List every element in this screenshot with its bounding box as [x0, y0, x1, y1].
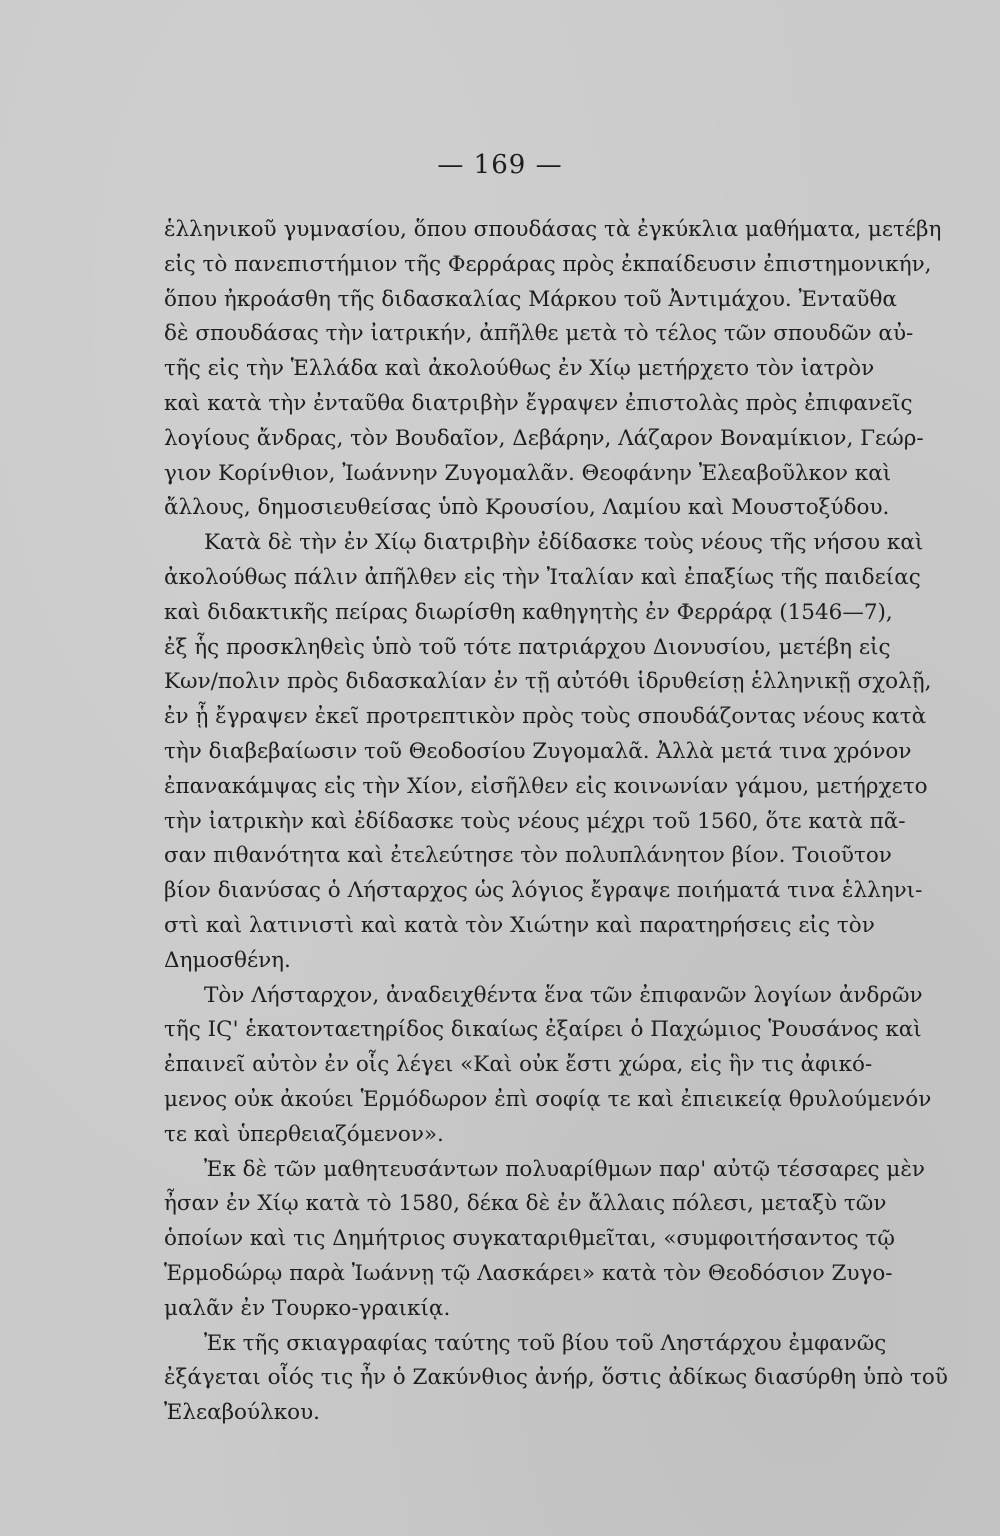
text-line: Ἑρμοδώρῳ παρὰ Ἰωάννῃ τῷ Λασκάρει» κατὰ τὸν Θεοδόσιον Ζυγο- — [164, 1260, 893, 1286]
text-line: τε καὶ ὑπερθειαζόμενον». — [164, 1121, 444, 1147]
text-line: μαλᾶν ἐν Τουρκο-γραικίᾳ. — [164, 1295, 451, 1321]
text-line: Κων/πολιν πρὸς διδασκαλίαν ἐν τῇ αὐτόθι ἱδρυθείσῃ ἑλληνικῇ σχολῇ, — [164, 669, 932, 695]
text-line: Δημοσθένη. — [164, 947, 291, 973]
text-line: Ἐκ δὲ τῶν μαθητευσάντων πολυαρίθμων παρ' αὐτῷ τέσσαρες μὲν — [204, 1156, 926, 1182]
text-line: βίον διανύσας ὁ Λήσταρχος ὡς λόγιος ἔγραψε ποιήματά τινα ἑλληνι- — [164, 878, 923, 904]
text-line: τὴν διαβεβαίωσιν τοῦ Θεοδοσίου Ζυγομαλᾶ. Ἀλλὰ μετά τινα χρόνον — [164, 738, 912, 764]
text-line: ἐν ᾗ ἔγραψεν ἐκεῖ προτρεπτικὸν πρὸς τοὺς σπουδάζοντας νέους κατὰ — [164, 704, 927, 730]
text-line: καὶ διδακτικῆς πείρας διωρίσθη καθηγητὴς ἐν Φερράρᾳ (1546—7), — [164, 599, 893, 625]
text-line: ἐξ ἧς προσκληθεὶς ὑπὸ τοῦ τότε πατριάρχου Διονυσίου, μετέβη εἰς — [164, 634, 891, 660]
page-number: — 169 — — [437, 150, 563, 180]
text-line: ὅπου ἠκροάσθη τῆς διδασκαλίας Μάρκου τοῦ Ἀντιμάχου. Ἐνταῦθα — [164, 286, 897, 312]
text-line: Ἐλεαβούλκου. — [164, 1400, 320, 1426]
text-line: τὴν ἰατρικὴν καὶ ἐδίδασκε τοὺς νέους μέχρι τοῦ 1560, ὅτε κατὰ πᾶ- — [164, 808, 906, 834]
text-line: ἐπανακάμψας εἰς τὴν Χίον, εἰσῆλθεν εἰς κοινωνίαν γάμου, μετήρχετο — [164, 773, 928, 799]
text-line: ἦσαν ἐν Χίῳ κατὰ τὸ 1580, δέκα δὲ ἐν ἄλλαις πόλεσι, μεταξὺ τῶν — [164, 1191, 887, 1217]
text-line: δὲ σπουδάσας τὴν ἰατρικήν, ἀπῆλθε μετὰ τὸ τέλος τῶν σπουδῶν αὐ- — [164, 321, 914, 347]
text-line: Τὸν Λήσταρχον, ἀναδειχθέντα ἕνα τῶν ἐπιφανῶν λογίων ἀνδρῶν — [204, 982, 923, 1008]
text-line: λογίους ἄνδρας, τὸν Βουδαῖον, Δεβάρην, Λάζαρον Βοναμίκιον, Γεώρ- — [164, 425, 924, 451]
text-line: τῆς εἰς τὴν Ἑλλάδα καὶ ἀκολούθως ἐν Χίῳ μετήρχετο τὸν ἰατρὸν — [164, 356, 875, 382]
text-line: ὁποίων καὶ τις Δημήτριος συγκαταριθμεῖται, «συμφοιτήσαντος τῷ — [164, 1226, 895, 1252]
text-line: εἰς τὸ πανεπιστήμιον τῆς Φερράρας πρὸς ἐκπαίδευσιν ἐπιστημονικήν, — [164, 251, 932, 277]
text-line: καὶ κατὰ τὴν ἐνταῦθα διατριβὴν ἔγραψεν ἐπιστολὰς πρὸς ἐπιφανεῖς — [164, 390, 913, 416]
text-line: ἄλλους, δημοσιευθείσας ὑπὸ Κρουσίου, Λαμίου καὶ Μουστοξύδου. — [164, 495, 890, 521]
text-line: στὶ καὶ λατινιστὶ καὶ κατὰ τὸν Χιώτην καὶ παρατηρήσεις εἰς τὸν — [164, 912, 875, 938]
text-line: ἀκολούθως πάλιν ἀπῆλθεν εἰς τὴν Ἰταλίαν καὶ ἐπαξίως τῆς παιδείας — [164, 564, 921, 590]
text-line: Ἐκ τῆς σκιαγραφίας ταύτης τοῦ βίου τοῦ Ληστάρχου ἐμφανῶς — [204, 1330, 887, 1356]
text-line: ἐπαινεῖ αὐτὸν ἐν οἷς λέγει «Καὶ οὐκ ἔστι χώρα, εἰς ἣν τις ἀφικό- — [164, 1052, 873, 1078]
text-line: Κατὰ δὲ τὴν ἐν Χίῳ διατριβὴν ἐδίδασκε τοὺς νέους τῆς νήσου καὶ — [204, 530, 924, 556]
text-line: σαν πιθανότητα καὶ ἐτελεύτησε τὸν πολυπλάνητον βίον. Τοιοῦτον — [164, 843, 892, 869]
text-line: μενος οὐκ ἀκούει Ἑρμόδωρον ἐπὶ σοφίᾳ τε καὶ ἐπιεικείᾳ θρυλούμενόν — [164, 1086, 932, 1112]
body-text — [164, 213, 948, 1431]
text-line: τῆς ΙϚ' ἑκατονταετηρίδος δικαίως ἐξαίρει ὁ Παχώμιος Ῥουσάνος καὶ — [164, 1017, 922, 1043]
text-line: γιον Κορίνθιον, Ἰωάννην Ζυγομαλᾶν. Θεοφάνην Ἐλεαβοῦλκον καὶ — [164, 460, 892, 486]
text-line: ἑλληνικοῦ γυμνασίου, ὅπου σπουδάσας τὰ ἐγκύκλια μαθήματα, μετέβη — [164, 217, 942, 242]
text-line: ἐξάγεται οἷός τις ἦν ὁ Ζακύνθιος ἀνήρ, ὅστις ἀδίκως διασύρθη ὑπὸ τοῦ — [164, 1365, 948, 1391]
